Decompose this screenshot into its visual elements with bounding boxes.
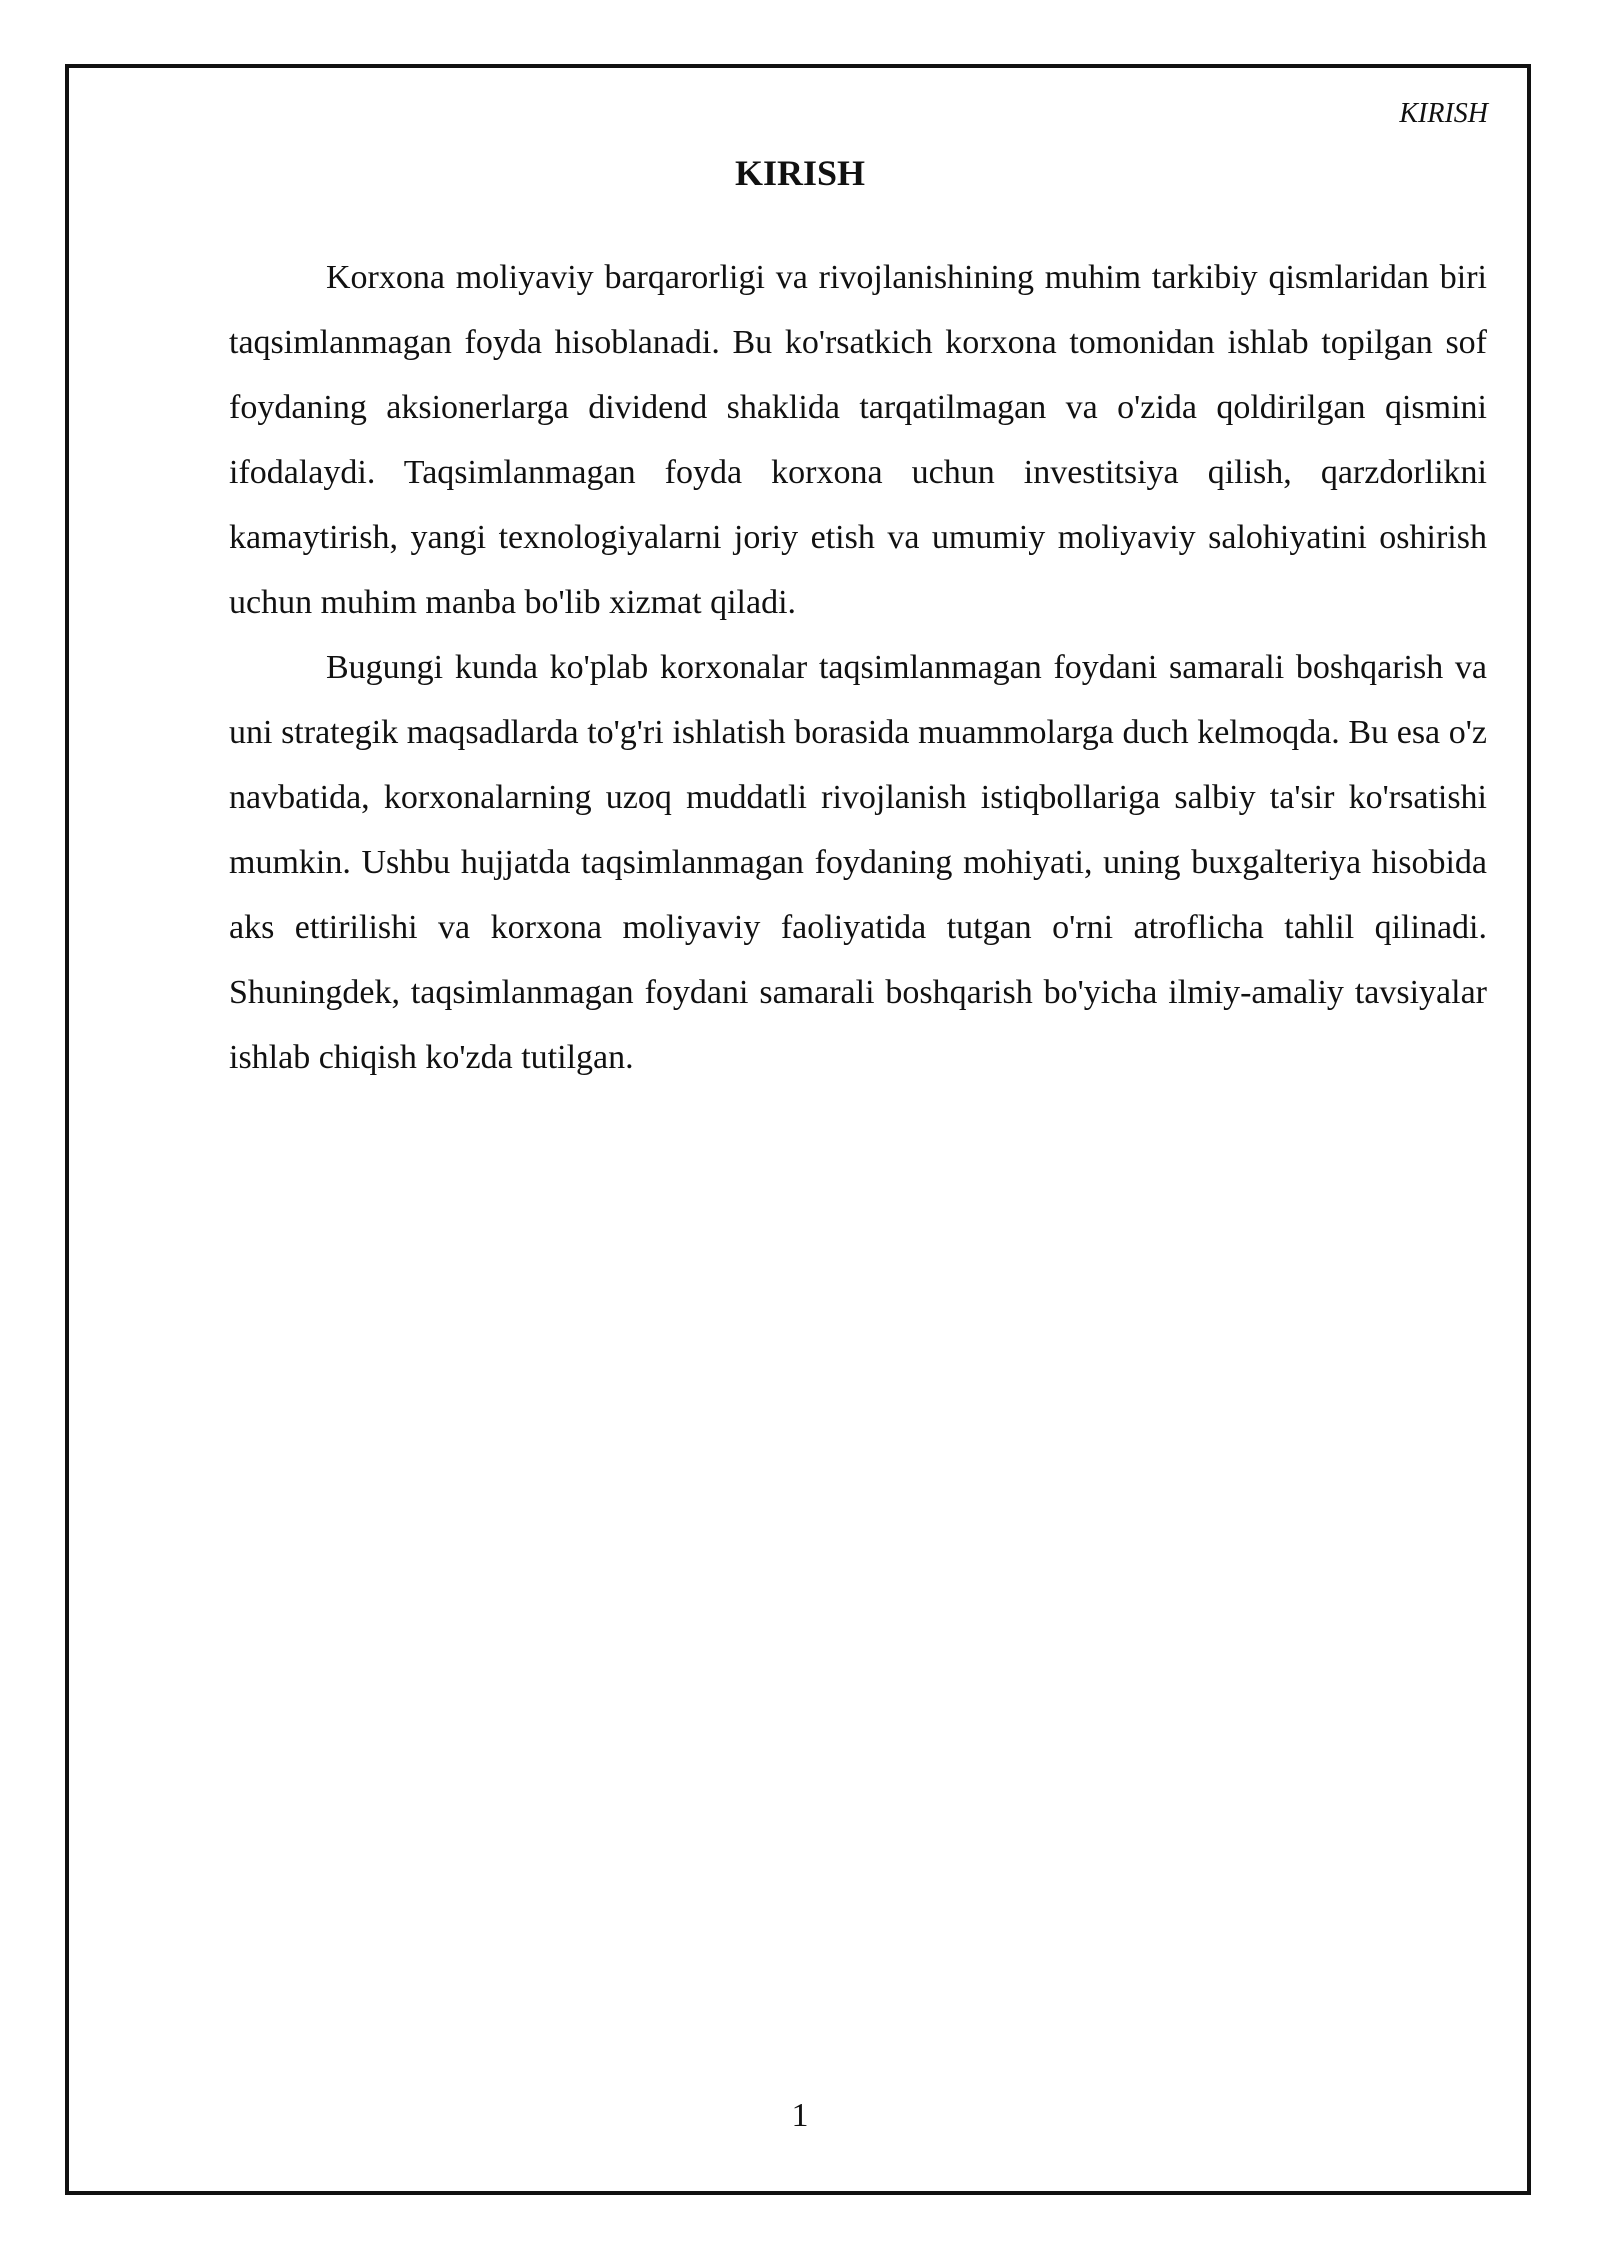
body-text	[229, 245, 1487, 1090]
running-header: KIRISH	[1399, 98, 1488, 129]
page-title: KIRISH	[734, 153, 866, 193]
paragraph-1: Korxona moliyaviy barqarorligi va rivojlanishining muhim tarkibiy qismlaridan biri taqsimlanmagan foyda hisoblanadi. Bu ko'rsatkich korxona tomonidan ishlab topilgan sof foydaning aksionerlarga dividend shaklida tarqatilmagan va o'zida qoldirilgan qismini ifodalaydi. Taqsimlanmagan foyda korxona uchun investitsiya qilish, qarzdorlikni kamaytirish, yangi texnologiyalarni joriy etish va umumiy moliyaviy salohiyatini oshirish uchun muhim manba bo'lib xizmat qiladi.	[229, 259, 1487, 621]
paragraph-2: Bugungi kunda ko'plab korxonalar taqsimlanmagan foydani samarali boshqarish va uni strategik maqsadlarda to'g'ri ishlatish borasida muammolarga duch kelmoqda. Bu esa o'z navbatida, korxonalarning uzoq muddatli rivojlanish istiqbollariga salbiy ta'sir ko'rsatishi mumkin. Ushbu hujjatda taqsimlanmagan foydaning mohiyati, uning buxgalteriya hisobida aks ettirilishi va korxona moliyaviy faoliyatida tutgan o'rni atroflicha tahlil qilinadi. Shuningdek, taqsimlanmagan foydani samarali boshqarish bo'yicha ilmiy-amaliy tavsiyalar ishlab chiqish ko'zda tutilgan.	[229, 649, 1487, 1076]
page-number: 1	[791, 2097, 809, 2134]
